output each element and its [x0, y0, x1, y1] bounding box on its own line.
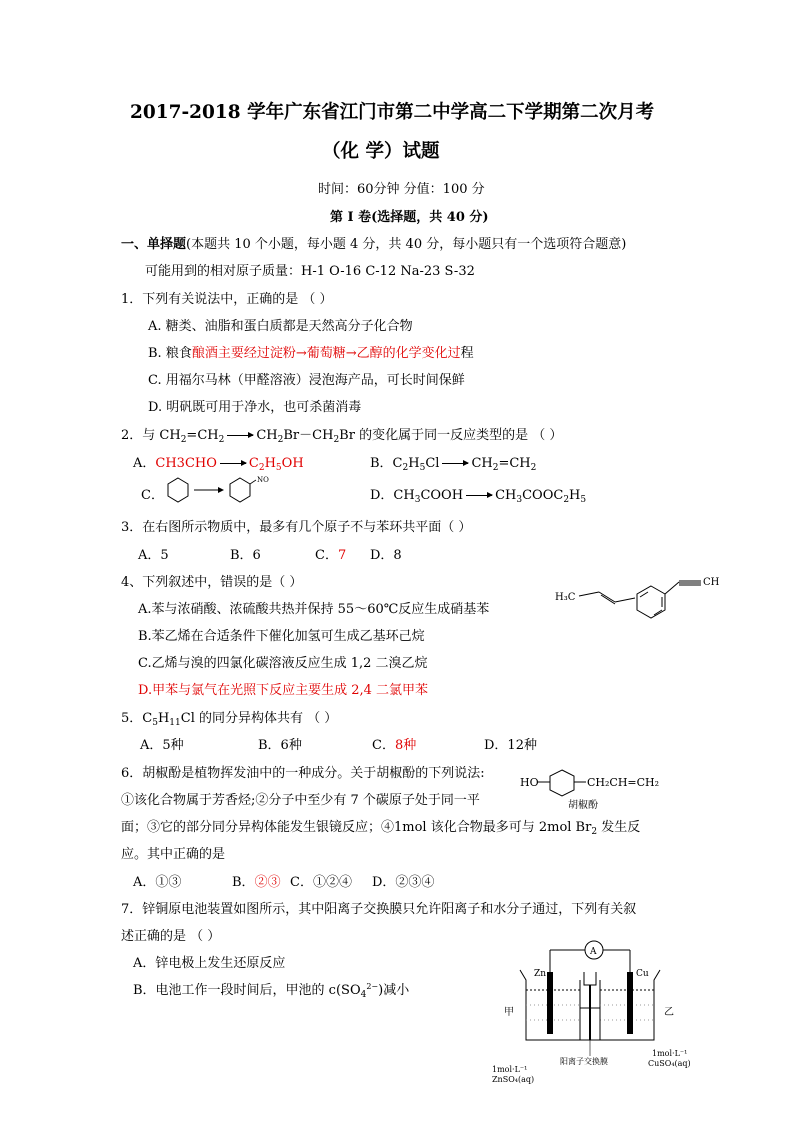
- q5-s2: H: [157, 711, 170, 726]
- q1-option-c: C. 用福尔马林（甲醛溶液）浸泡海产品，可长时间保鲜: [148, 373, 465, 388]
- q6-option-a: A．①③: [133, 875, 182, 890]
- q2-b-mid: H: [408, 456, 420, 471]
- section-heading: 第 I 卷(选择题，共 40 分): [330, 210, 489, 225]
- q5-option-b: B．6种: [258, 738, 302, 753]
- q3-option-a: A．5: [138, 548, 169, 563]
- copper-electrode: [627, 972, 633, 1034]
- q3-c-value: 7: [337, 548, 347, 563]
- q5-option-c: [372, 734, 416, 753]
- alkyne-label: CH: [703, 577, 720, 588]
- q2-a-p2: H: [264, 456, 276, 471]
- left-solution: ZnSO₄(aq): [492, 1075, 535, 1084]
- zinc-label: Zn: [534, 969, 547, 979]
- hydroxyl-label: HO: [520, 776, 539, 789]
- q4-option-c: C.乙烯与溴的四氯化碳溶液反应生成 1,2 二溴乙烷: [138, 656, 428, 671]
- q2-stem-d: Br－CH: [283, 428, 334, 443]
- q2-d-r1: CH: [495, 488, 517, 503]
- benzene-ring-icon: [550, 770, 574, 796]
- q2-stem: 2．与 $CH_2=CH_2$ $CH_2Br-CH_2Br$ 的变化属于同一反应类型的是 （ ）: [121, 428, 563, 445]
- q7-option-b: B．电池工作一段时间后，甲池的 $c(SO_4^{2-})$减小: [133, 982, 410, 1000]
- q6-line-1: 6．胡椒酚是植物挥发油中的一种成分。关于胡椒酚的下列说法:: [121, 766, 485, 781]
- q2-stem-c: CH: [256, 428, 278, 443]
- right-conc: 1mol·L⁻¹: [652, 1049, 688, 1058]
- intro-label: 一、单择题: [121, 237, 187, 252]
- q2-option-d: D．$CH_3COOH$ $CH_3COOC_2H_5$: [370, 488, 587, 505]
- intro-line: [121, 233, 626, 252]
- membrane-label: 阳离子交换膜: [560, 1057, 608, 1066]
- page-subtitle: （化 学）试题: [322, 141, 440, 162]
- reaction-arrow: [227, 435, 253, 436]
- q6-line-2: ①该化合物属于芳香烃;②分子中至少有 7 个碳原子处于同一平: [121, 793, 480, 808]
- ammeter-label: A: [590, 947, 597, 957]
- q2-b-post: Cl: [425, 456, 440, 471]
- q7-line-1: 7．锌铜原电池装置如图所示，其中阳离子交换膜只允许阳离子和水分子通过，下列有关叙: [121, 902, 637, 917]
- cell-jia-label: 甲: [504, 1007, 514, 1018]
- atomic-masses: 可能用到的相对原子质量：H-1 O-16 C-12 Na-23 S-32: [145, 264, 475, 279]
- q6-b-label: B．: [232, 875, 255, 890]
- methyl-label: H₃C: [555, 592, 576, 603]
- q2-d-mid: COOH: [420, 488, 464, 503]
- copper-label: Cu: [636, 969, 649, 979]
- reaction-arrow: [442, 463, 468, 464]
- q3-option-c: [315, 544, 346, 563]
- q2-d-r3: H: [569, 488, 581, 503]
- q2-option-c-label: C．: [141, 488, 164, 503]
- q2-a-p1: C: [248, 456, 259, 471]
- q2-stem-b: =CH: [186, 428, 219, 443]
- q6-b-value: ②③: [254, 875, 281, 890]
- q2-option-c-diagram: [166, 476, 286, 508]
- q5-c-label: C．: [372, 738, 395, 753]
- q2-stem-a: 2．与 CH: [121, 428, 181, 443]
- q2-option-a: A．CH3CHO $C_2H_5OH$: [133, 456, 304, 473]
- q3-option-d: D．8: [370, 548, 402, 563]
- q3-c-label: C．: [315, 548, 338, 563]
- q4-option-b: B.苯乙烯在合适条件下催化加氢可生成乙基环己烷: [138, 629, 425, 644]
- q5-option-d: D．12种: [484, 738, 537, 753]
- q2-b-r2: =CH: [498, 456, 531, 471]
- q1-option-b: [148, 342, 474, 361]
- q1-option-d: D. 明矾既可用于净水，也可杀菌消毒: [148, 400, 362, 415]
- q4-option-a: A.苯与浓硝酸、浓硫酸共热并保持 55～60℃反应生成硝基苯: [138, 602, 490, 617]
- q7-b-pre: B．电池工作一段时间后，甲池的 c(SO: [133, 983, 361, 998]
- q7-b-post: )减小: [378, 983, 410, 998]
- q1-stem: 1．下列有关说法中，正确的是 （ ）: [121, 292, 333, 307]
- q5-s1: 5．C: [121, 711, 153, 726]
- q7-option-a: A．锌电极上发生还原反应: [133, 956, 286, 971]
- q5-c-value: 8种: [394, 738, 417, 753]
- q6-option-c: C．①②④: [290, 875, 352, 890]
- left-conc: 1mol·L⁻¹: [492, 1065, 528, 1074]
- q2-d-r2: COOC: [522, 488, 564, 503]
- reaction-arrow: [466, 495, 492, 496]
- benzene-ring-icon: [168, 478, 188, 502]
- q6-l3b: 发生反: [597, 820, 641, 835]
- q6-l3a: 面；③它的部分同分异构体能发生银镜反应；④1mol 该化合物最多可与 2mol Br: [121, 820, 592, 835]
- q2-a-reactant: CH3CHO: [155, 456, 217, 471]
- q6-option-d: D．②③④: [372, 875, 435, 890]
- q6-structure-diagram: [520, 762, 680, 810]
- q2-stem-e: Br 的变化属于同一反应类型的是 （ ）: [339, 428, 563, 443]
- galvanic-cell-diagram: [490, 930, 710, 1090]
- intro-text: (本题共 10 个小题，每小题 4 分，共 40 分，每小题只有一个选项符合题意): [186, 237, 627, 252]
- q2-a-p3: OH: [281, 456, 304, 471]
- q1-b-highlight: 酿酒主要经过淀粉→葡萄糖→乙醇的化学变化过: [191, 346, 461, 361]
- benzene-ring-icon: [637, 586, 665, 618]
- q6-line-3: 面；③它的部分同分异构体能发生银镜反应；④1mol 该化合物最多可与 2mol $Br_2$ 发生反: [121, 820, 641, 837]
- q6-line-4: 应。其中正确的是: [121, 847, 226, 862]
- nitro-label: NO: [257, 476, 269, 484]
- q5-s3: Cl 的同分异构体共有 （ ）: [180, 711, 338, 726]
- compound-name: 胡椒酚: [568, 800, 598, 811]
- q7-line-2: 述正确的是 （ ）: [121, 929, 221, 944]
- q2-b-label: B．C: [370, 456, 403, 471]
- allyl-chain-label: CH₂CH=CH₂: [587, 776, 660, 789]
- q1-b-suffix: 程: [460, 346, 474, 361]
- q2-d-label: D．CH: [370, 488, 415, 503]
- q5-stem: 5．$C_5H_{11}Cl$ 的同分异构体共有 （ ）: [121, 711, 338, 728]
- nitrobenzene-ring-icon: [230, 478, 250, 502]
- q2-option-b: B．$C_2H_5Cl$ $CH_2=CH_2$: [370, 456, 537, 473]
- q5-option-a: A．5种: [140, 738, 184, 753]
- zinc-electrode: [547, 972, 553, 1034]
- exam-meta: 时间：60分钟 分值：100 分: [318, 182, 485, 197]
- q4-option-d: D.甲苯与氯气在光照下反应主要生成 2,4 二氯甲苯: [138, 683, 429, 698]
- page-title: 2017-2018 学年广东省江门市第二中学高二下学期第二次月考: [130, 102, 655, 123]
- reaction-arrow: [220, 463, 246, 464]
- q3-stem: 3．在右图所示物质中，最多有几个原子不与苯环共平面（ ）: [121, 520, 472, 535]
- cell-yi-label: 乙: [664, 1007, 674, 1018]
- q3-structure-diagram: [555, 570, 725, 632]
- q2-b-r1: CH: [471, 456, 493, 471]
- right-solution: CuSO₄(aq): [648, 1059, 691, 1068]
- q6-option-b: [232, 871, 281, 890]
- q3-option-b: B．6: [230, 548, 261, 563]
- q2-a-label: A．: [133, 456, 156, 471]
- q1-b-prefix: B. 粮食: [148, 346, 192, 361]
- q1-option-a: A. 糖类、油脂和蛋白质都是天然高分子化合物: [148, 319, 413, 334]
- q4-stem: 4、下列叙述中，错误的是（ ）: [121, 575, 303, 590]
